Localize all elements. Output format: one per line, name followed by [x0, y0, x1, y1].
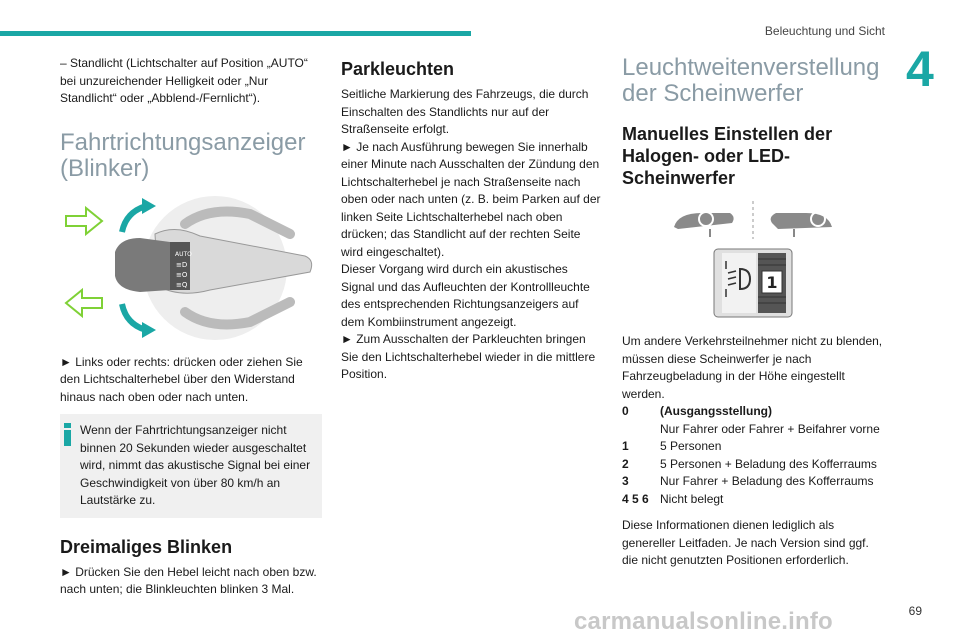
headlamp-note: Diese Informationen dienen lediglich als genereller Leitfaden. Je nach Version sind ggf. die nicht genutzten Positionen erforderlich. — [622, 518, 869, 567]
section-title: Beleuchtung und Sicht — [764, 24, 885, 38]
info-text: Wenn der Fahrtrichtungsanzeiger nicht binnen 20 Sekunden wieder ausgeschaltet wird, nimmt das akustische Signal bei einer Geschwindigkeit von über 80 km/h an Lautstärke zu. — [80, 423, 311, 507]
position-item — [622, 491, 884, 509]
watermark: carmanualsonline.info — [574, 608, 833, 635]
position-item — [622, 438, 884, 456]
headlamp-intro: Um andere Verkehrsteilnehmer nicht zu blenden, müssen diese Scheinwerfer je nach Fahrzeugbeladung in der Höhe eingestellt werden. — [622, 334, 883, 401]
stalk-label-4: ≡Q — [176, 280, 188, 289]
blinker-text: ► Links oder rechts: drücken oder ziehen Sie den Lichtschalterhebel über den Widerstand hinaus nach oben oder nach unten. — [60, 354, 303, 404]
position-label: Nur Fahrer + Beladung des Kofferraums — [660, 474, 874, 488]
manual-adjust-subtitle: Manuelles Einstellen der Halogen- oder LED-Scheinwerfer — [622, 124, 833, 188]
position-label: 5 Personen — [660, 439, 722, 453]
turn-signal-figure — [60, 194, 322, 342]
parking-p1: Seitliche Markierung des Fahrzeugs, die durch Einschalten des Standlichts nur auf der Straßenseite erfolgt. — [341, 87, 589, 136]
position-key: 2 — [622, 456, 629, 471]
info-box — [60, 414, 322, 518]
position-key: 1 — [622, 439, 629, 453]
position-key: 0 — [622, 404, 629, 418]
page-number: 69 — [908, 604, 922, 618]
stalk-label-2: ≡D — [176, 260, 188, 269]
position-item-desc — [622, 421, 884, 439]
parking-lights-title: Parkleuchten — [341, 59, 455, 79]
position-item — [622, 403, 884, 421]
parking-p2: ► Je nach Ausführung bewegen Sie innerhalb einer Minute nach Ausschalten der Zündung den Lichtschalterhebel je nach Straßenseite nach oben oder nach unten (z. B. beim Parken auf der linken Seite Lichtschalterhebel nach oben drücken; das Standlicht auf der rechten Seite wird eingeschaltet). — [341, 139, 601, 259]
stalk-label-auto: AUTO — [175, 250, 192, 258]
info-icon — [64, 423, 71, 447]
chapter-number: 4 — [906, 41, 934, 97]
intro-text: – Standlicht (Lichtschalter auf Position „AUTO“ bei unzureichender Helligkeit oder „Nur Standlicht“ oder „Abblend-/Fernlicht“). — [60, 56, 308, 105]
position-key: 3 — [622, 474, 629, 488]
left-arrow-icon — [66, 290, 102, 316]
position-desc: Nur Fahrer oder Fahrer + Beifahrer vorne — [660, 421, 880, 436]
column-2 — [341, 55, 603, 384]
position-key: 4 5 6 — [622, 491, 649, 506]
headlamp-illustration — [622, 197, 884, 321]
headlamp-figure — [622, 197, 884, 321]
column-1 — [60, 55, 322, 599]
position-list — [622, 403, 884, 508]
headlamp-adjust-title: Leuchtweitenverstellung der Scheinwerfer — [622, 54, 880, 107]
dial-value: 1 — [766, 273, 778, 292]
blinker-title: Fahrtrichtungsanzeiger (Blinker) — [60, 128, 306, 182]
header-accent-bar — [0, 31, 471, 36]
triple-blink-text: ► Drücken Sie den Hebel leicht nach oben bzw. nach unten; die Blinkleuchten blinken 3 Mal. — [60, 564, 317, 596]
triple-blink-title: Dreimaliges Blinken — [60, 536, 233, 557]
column-3 — [622, 55, 884, 570]
parking-p4: ► Zum Ausschalten der Parkleuchten bringen Sie den Lichtschalterhebel wieder in die mittlere Position. — [341, 332, 596, 381]
dashboard-right — [771, 213, 832, 229]
position-label: 5 Personen + Beladung des Kofferraums — [660, 456, 877, 471]
lever-knob — [115, 238, 170, 292]
turn-signal-illustration — [60, 194, 322, 342]
position-item — [622, 456, 884, 474]
parking-p3: Dieser Vorgang wird durch ein akustisches Signal und das Aufleuchten der Kontrollleuchte des entsprechenden Richtungsanzeigers auf dem Kombiinstrument angezeigt. — [341, 262, 590, 329]
position-label: Nicht belegt — [660, 491, 724, 506]
position-item — [622, 473, 884, 491]
right-arrow-icon — [66, 208, 102, 234]
position-label: (Ausgangsstellung) — [660, 404, 773, 418]
stalk-label-3: ≡O — [176, 270, 188, 279]
